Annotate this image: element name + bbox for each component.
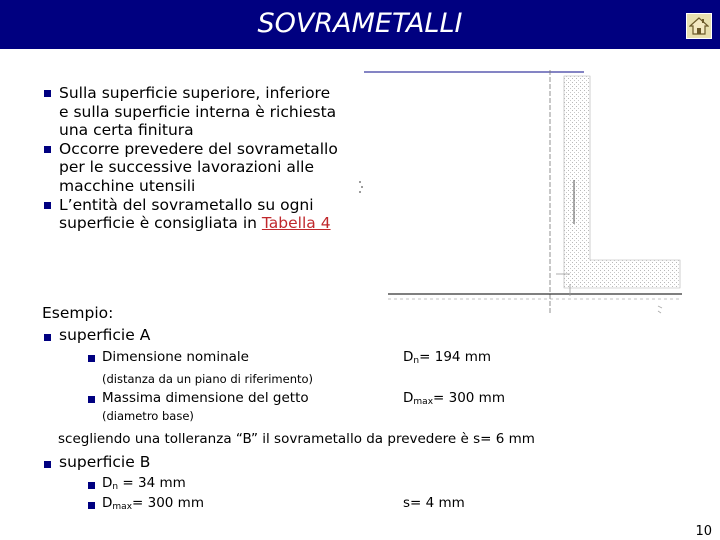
bullet-square-icon <box>88 482 95 489</box>
tabella-4-link[interactable]: Tabella 4 <box>261 214 331 233</box>
surface-a-label: superficie A <box>59 326 151 344</box>
bullet-square-icon <box>88 396 95 403</box>
bullet-finishing <box>42 84 342 140</box>
home-icon <box>689 16 709 36</box>
max-dimension-label: Massima dimensione del getto <box>102 390 309 406</box>
bullet-square-icon <box>44 334 51 341</box>
bullet-text: Sulla superficie superiore, inferiore e sulla superficie interna è richiesta una certa finitura <box>59 84 337 140</box>
bullet-text: L’entità del sovrametallo su ogni superficie è consigliata in <box>59 195 314 233</box>
bullet-square-icon <box>88 502 95 509</box>
bullet-square-icon <box>88 355 95 362</box>
max-dimension-note: (diametro base) <box>102 409 194 423</box>
surface-b-nominal: $D_n = 34$ mm <box>102 475 186 492</box>
casting-section-drawing <box>352 62 682 322</box>
nominal-dimension-value: $D_n= 194$ mm <box>403 349 492 366</box>
surface-b-max: $D_{max}= 300$ mm <box>102 495 204 512</box>
bullet-square-icon <box>44 461 51 468</box>
bullet-table-ref <box>42 196 342 233</box>
bullet-square-icon <box>44 90 51 97</box>
home-button[interactable] <box>686 13 712 39</box>
bullet-allowance <box>42 140 342 196</box>
surface-b-label: superficie B <box>59 453 151 471</box>
max-dimension-value: $D_{max}= 300$ mm <box>403 390 505 407</box>
bullet-text: Occorre prevedere del sovrametallo per le successive lavorazioni alle macchine utensili <box>59 139 338 195</box>
example-label: Esempio: <box>42 304 114 322</box>
nominal-dimension-label: Dimensione nominale <box>102 349 249 365</box>
nominal-dimension-note: (distanza da un piano di riferimento) <box>102 372 314 386</box>
main-bullet-list <box>42 84 342 233</box>
page-number: 10 <box>695 524 712 539</box>
page-title: SOVRAMETALLI <box>257 8 463 39</box>
bullet-square-icon <box>44 146 51 153</box>
surface-a-conclusion: scegliendo una tolleranza “B” il sovrametallo da prevedere è s= 6 mm <box>58 431 535 447</box>
surface-b-result: s= 4 mm <box>403 495 465 511</box>
bullet-square-icon <box>44 202 51 209</box>
